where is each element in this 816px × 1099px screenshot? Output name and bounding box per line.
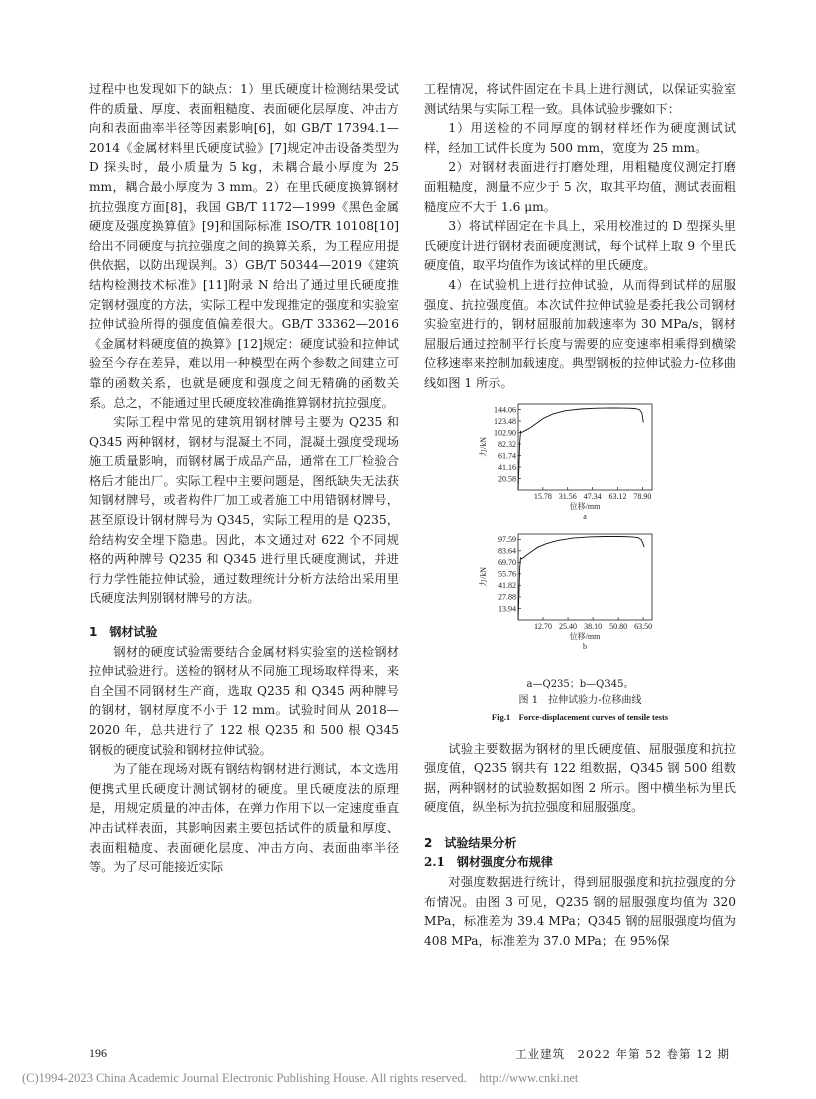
- left-column: [89, 80, 399, 878]
- x-tick-label: 15.78: [533, 491, 552, 501]
- paragraph: 为了能在现场对既有钢结构钢材进行测试，本文选用便携式里氏硬度计测试钢材的硬度。里氏硬度法的原理是，用规定质量的冲击体，在弹力作用下以一定速度垂直冲击试样表面，其影响因素主要包括试件的质量和厚度、表面粗糙度、表面硬化层度、冲击方向、表面曲率半径等。为了尽可能接近实际: [89, 762, 399, 875]
- paragraph: 对强度数据进行统计，得到屈服强度和抗拉强度的分布情况。由图 3 可见，Q235 钢的屈服强度均值为 320 MPa，标准差为 39.4 MPa；Q345 钢的屈服强度均值为 408 MPa，标准差为 37.0 MPa；在 95%保: [424, 875, 736, 948]
- y-tick-label: 41.16: [498, 462, 516, 472]
- y-tick-label: 123.48: [494, 416, 516, 426]
- y-tick-label: 83.64: [498, 546, 516, 556]
- x-tick-label: 63.12: [608, 491, 627, 501]
- y-tick-label: 69.70: [498, 557, 516, 567]
- paragraph: 钢材的硬度试验需要结合金属材料实验室的送检钢材拉伸试验进行。送检的钢材从不同施工现场取样得来，来自全国不同钢材生产商，选取 Q235 和 Q345 两种牌号的钢材，钢材厚度不小于 12 mm。试验时间从 2018—2020 年，总共进行了 122 根 Q235 和 500 根 Q345 钢板的硬度试验和钢材拉伸试验。: [89, 644, 399, 757]
- x-tick-label: 63.50: [634, 621, 653, 631]
- y-axis-label: 力/kN: [479, 436, 488, 457]
- x-tick-label: 50.80: [609, 621, 628, 631]
- x-tick-label: 38.10: [584, 621, 603, 631]
- section-heading: 1 钢材试验: [89, 625, 158, 640]
- y-tick-label: 61.74: [498, 450, 516, 460]
- subfigure-label: b: [583, 641, 587, 651]
- y-axis-label: 力/kN: [479, 566, 488, 587]
- paragraph: 试验主要数据为钢材的里氏硬度值、屈服强度和抗拉强度值，Q235 钢共有 122 组数据，Q345 钢 500 组数据，两种钢材的试验数据如图 2 所示。图中横坐标为里氏硬度值，纵坐标为抗拉强度和屈服强度。: [424, 741, 736, 815]
- chart-a: [476, 398, 666, 524]
- figure-caption-en: Fig.1 Force-displacement curves of tensile tests: [491, 711, 669, 722]
- plot-frame: [518, 404, 652, 490]
- x-axis-label: 位移/mm: [569, 631, 601, 641]
- step-1: 1）用送检的不同厚度的钢材样坯作为硬度测试试样，经加工试件长度为 500 mm，宽度为 25 mm。: [424, 121, 736, 155]
- x-axis-label: 位移/mm: [569, 501, 601, 511]
- y-tick-label: 27.88: [498, 592, 516, 602]
- step-4: 4）在试验机上进行拉伸试验，从而得到试样的屈服强度、抗拉强度值。本次试件拉伸试验是委托我公司钢材实验室进行的，钢材屈服前加载速率为 30 MPa/s，钢材屈服后通过控制平行长度与需要的应变速率相乘得到横梁位移速率来控制加载速度。典型钢板的拉伸试验力-位移曲线如图 1 所示。: [424, 277, 736, 390]
- legend-caption: a—Q235；b—Q345。: [526, 678, 634, 690]
- y-tick-label: 55.76: [498, 569, 516, 579]
- copyright-notice: (C)1994-2023 China Academic Journal Electronic Publishing House. All rights reserved. http://www.cnki.net: [22, 1071, 579, 1085]
- section-heading: 2 试验结果分析: [424, 835, 517, 850]
- y-tick-label: 97.59: [498, 534, 516, 544]
- step-3: 3）将试样固定在卡具上，采用校准过的 D 型探头里氏硬度计进行钢材表面硬度测试，每个试样上取 9 个里氏硬度值，取平均值作为该试样的里氏硬度。: [424, 219, 736, 273]
- force-displacement-curve: [518, 536, 644, 620]
- chart-b: [476, 528, 666, 668]
- x-tick-label: 12.70: [534, 621, 553, 631]
- x-tick-label: 78.90: [633, 491, 652, 501]
- y-tick-label: 13.94: [498, 603, 516, 613]
- y-tick-label: 41.82: [498, 580, 516, 590]
- y-tick-label: 82.32: [498, 439, 516, 449]
- page-number: 196: [89, 1046, 107, 1060]
- subfigure-label: a: [583, 511, 587, 521]
- force-displacement-curve: [518, 407, 643, 489]
- journal-info: 工业建筑 2022 年第 52 卷第 12 期: [515, 1047, 730, 1061]
- y-tick-label: 102.90: [494, 427, 516, 437]
- x-tick-label: 31.56: [558, 491, 577, 501]
- paragraph: 工程情况，将试件固定在卡具上进行测试，以保证实验室测试结果与实际工程一致。具体试验步骤如下：: [424, 82, 736, 116]
- paragraph: 实际工程中常见的建筑用钢材牌号主要为 Q235 和 Q345 两种钢材，钢材与混凝土不同，混凝土强度受现场施工质量影响，而钢材属于成品产品，通常在工厂检验合格后才能出厂。实际工程中主要问题是，图纸缺失无法获知钢材牌号，或者构件厂加工或者施工中用错钢材牌号，甚至原设计钢材牌号为 Q345，实际工程用的是 Q235，给结构安全埋下隐患。因此，本文通过对 622 个不同规格的两种牌号 Q235 和 Q345 进行里氏硬度测试，并进行力学性能拉伸试验，通过数理统计分析方法给出采用里氏硬度法判别钢材牌号的方法。: [89, 415, 399, 606]
- x-tick-label: 25.40: [559, 621, 578, 631]
- y-tick-label: 144.06: [494, 404, 516, 414]
- x-tick-label: 47.34: [583, 491, 602, 501]
- right-column: [424, 80, 736, 951]
- subsection-heading: 2.1 钢材强度分布规律: [424, 855, 553, 870]
- step-2: 2）对钢材表面进行打磨处理，用粗糙度仪测定打磨面粗糙度，测量不应少于 5 次，取其平均值，测试表面粗糙度应不大于 1.6 μm。: [424, 160, 736, 214]
- paragraph: 过程中也发现如下的缺点：1）里氏硬度计检测结果受试件的质量、厚度、表面粗糙度、表面硬化层厚度、冲击方向和表面曲率半径等因素影响[6]，如 GB/T 17394.1—2014《金属材料里氏硬度试验》[7]规定冲击设备类型为 D 探头时，最小质量为 5 kg，未耦合最小厚度为 25 mm，耦合最小厚度为 3 mm。2）在里氏硬度换算钢材抗拉强度方面[8]，我国 GB/T 1172—1999《黑色金属硬度及强度换算值》[9]和国际标准 ISO/TR 10108[10]给出不同硬度与抗拉强度之间的换算关系，为工程应用提供依据，以防出现误判。3）GB/T 50344—2019《建筑结构检测技术标准》[11]附录 N 给出了通过里氏硬度推定钢材强度的方法，实际工程中发现推定的强度和实验室拉伸试验所得的强度值偏差很大。GB/T 33362—2016《金属材料硬度值的换算》[12]规定：硬度试验和拉伸试验至今存在差异，难以用一种模型在两个参数之间建立可靠的函数关系，也就是硬度和强度之间无精确的函数关系。总之，不能通过里氏硬度较准确推算钢材抗拉强度。: [89, 82, 399, 410]
- figure-caption: 图 1 拉伸试验力-位移曲线: [518, 694, 642, 706]
- y-tick-label: 20.58: [498, 473, 516, 483]
